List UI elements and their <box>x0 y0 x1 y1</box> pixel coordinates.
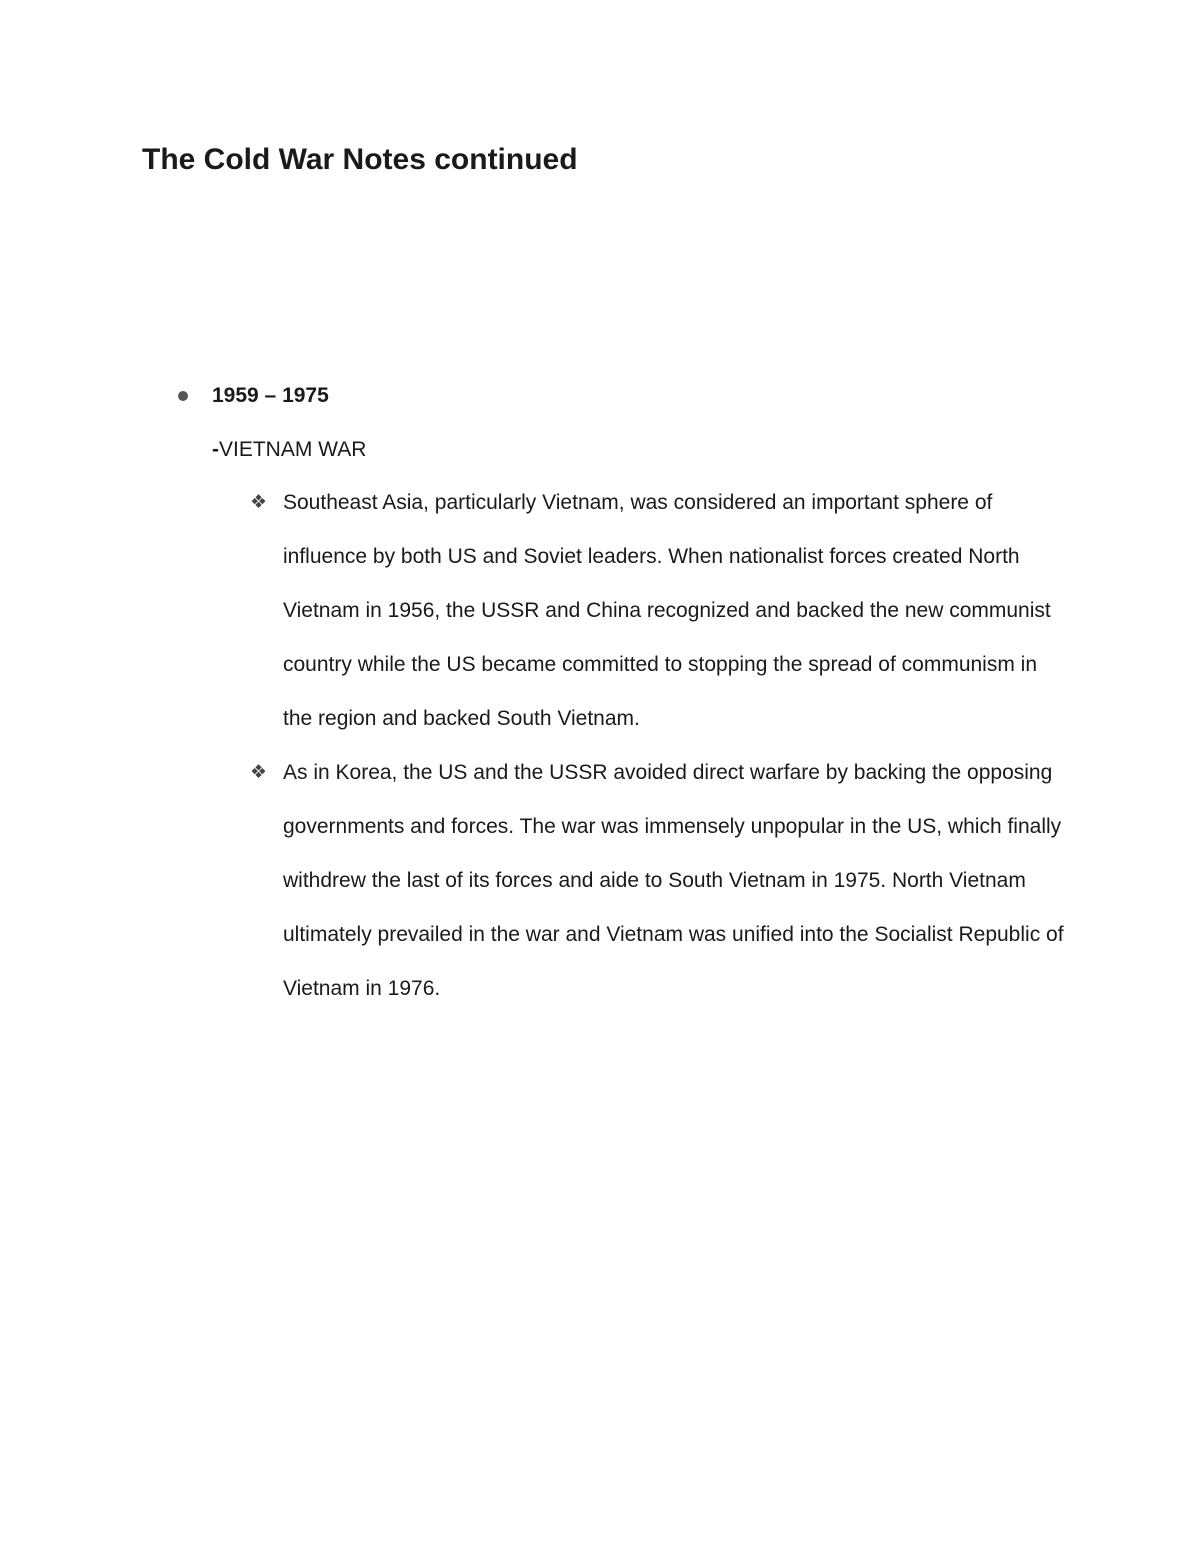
section-subheading <box>212 430 366 470</box>
diamond-bullet-icon: ❖ <box>250 762 268 783</box>
list-item <box>246 476 1066 746</box>
section-heading: 1959 – 1975 <box>212 384 329 407</box>
point-text: Southeast Asia, particularly Vietnam, was considered an important sphere of influence by both US and Soviet leaders. When nationalist forces created North Vietnam in 1956, the USSR and China recognized and backed the new communist country while the US became committed to stopping the spread of communism in the region and backed South Vietnam. <box>283 491 1051 730</box>
section-bullet <box>0 376 1200 416</box>
subheading-dash: - <box>212 438 219 461</box>
point-text: As in Korea, the US and the USSR avoided direct warfare by backing the opposing governments and forces. The war was immensely unpopular in the US, which finally withdrew the last of its forces and aide to South Vietnam in 1975. North Vietnam ultimately prevailed in the war and Vietnam was unified into the Socialist Republic of Vietnam in 1976. <box>283 761 1064 1000</box>
bullet-circle-icon <box>178 391 188 401</box>
subheading-text: VIETNAM WAR <box>219 438 367 461</box>
diamond-bullet-icon: ❖ <box>250 492 268 513</box>
page-title: The Cold War Notes continued <box>142 143 578 176</box>
points-list <box>246 476 1066 1016</box>
list-item <box>246 746 1066 1016</box>
